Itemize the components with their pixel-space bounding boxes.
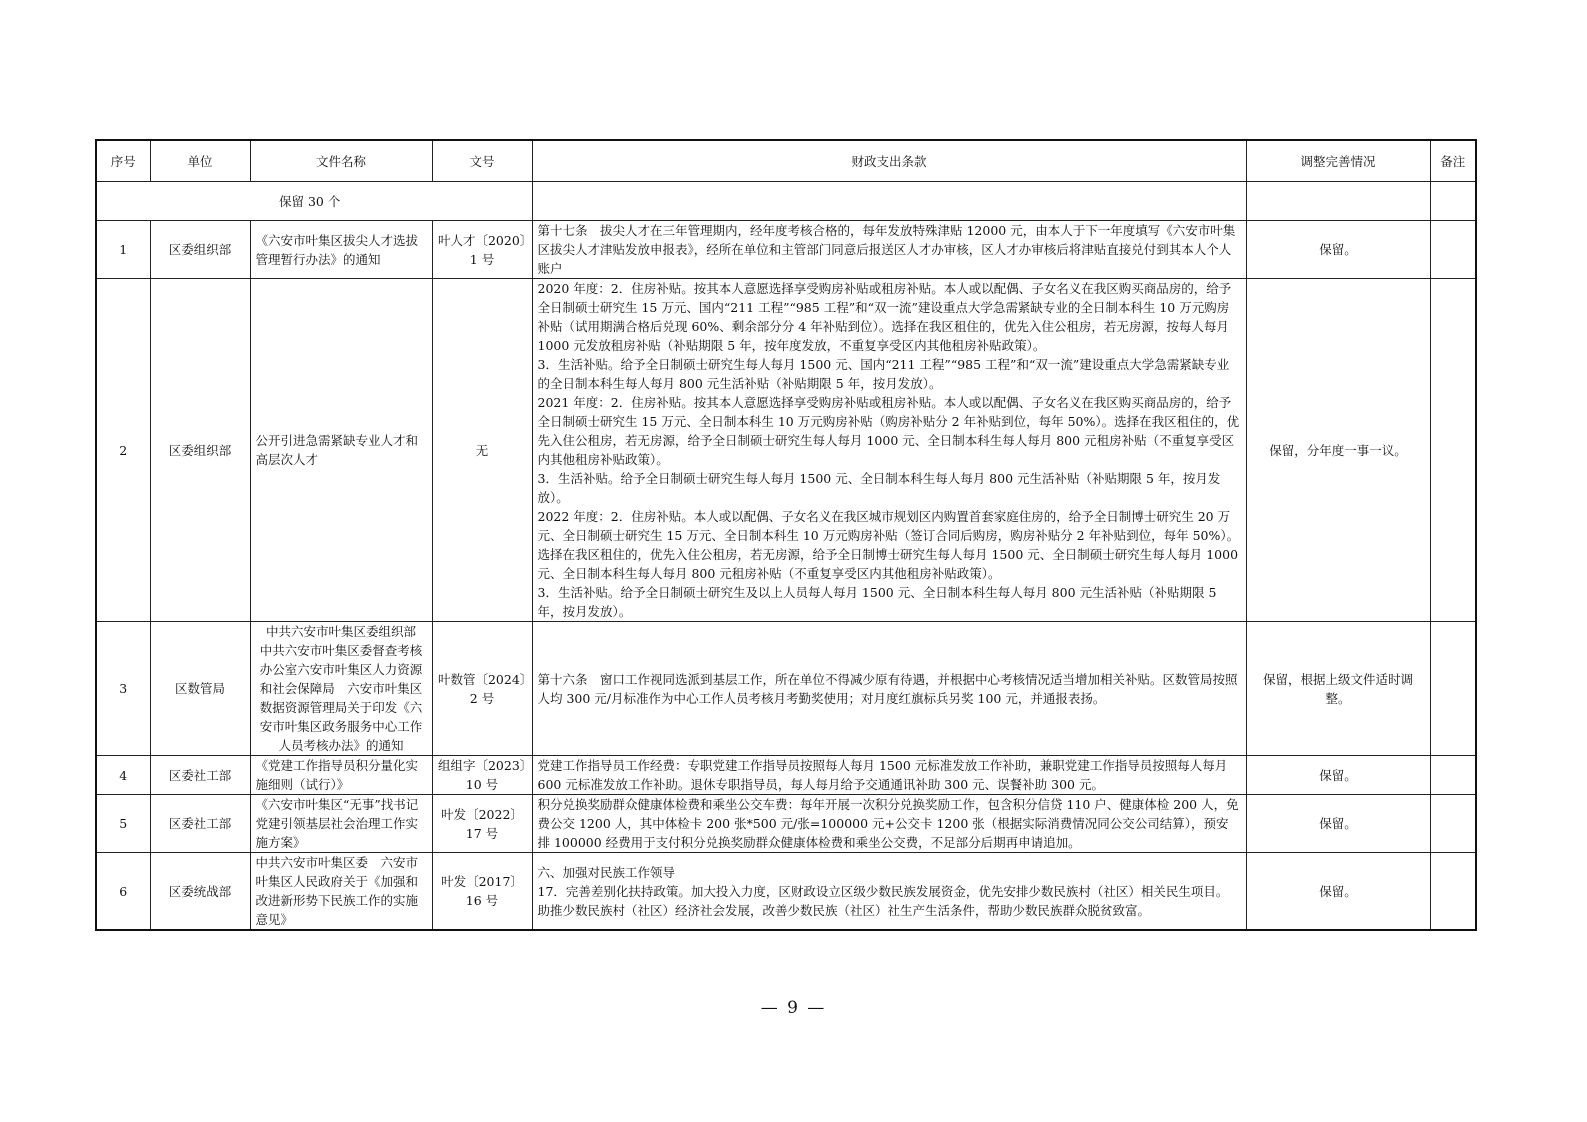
row-adjust: 保留，根据上级文件适时调整。 bbox=[1246, 622, 1430, 756]
header-seq: 序号 bbox=[96, 140, 150, 182]
clause-paragraph: 党建工作指导员工作经费：专职党建工作指导员按照每人每月 1500 元标准发放工作补助，兼职党建工作指导员按照每人每月 600 元标准发放工作补助。退休专职指导员，每人每月给予交通通讯补助 300 元、误餐补助 300 元。 bbox=[537, 758, 1228, 792]
row-seq: 3 bbox=[96, 622, 150, 756]
row-unit: 区委社工部 bbox=[150, 795, 250, 853]
row-unit: 区数管局 bbox=[150, 622, 250, 756]
row-adjust: 保留。 bbox=[1246, 853, 1430, 931]
row-doc-no: 叶数管〔2024〕2 号 bbox=[432, 622, 532, 756]
row-clause bbox=[532, 221, 1246, 279]
clause-paragraph: 第十七条 拔尖人才在三年管理期内，经年度考核合格的，每年发放特殊津贴 12000 元，由本人于下一年度填写《六安市叶集区拔尖人才津贴发放申报表》，经所在单位和主管部门同意后报送区人才办审核，区人才办审核后将津贴直接兑付到其本人个人账户 bbox=[537, 223, 1236, 276]
clause-paragraph: 六、加强对民族工作领导 bbox=[537, 864, 676, 880]
table-row bbox=[96, 279, 1476, 622]
row-doc-name: 《六安市叶集区“无事”找书记党建引领基层社会治理工作实施方案》 bbox=[250, 795, 432, 853]
table-row bbox=[96, 622, 1476, 756]
row-seq: 4 bbox=[96, 756, 150, 795]
row-adjust: 保留。 bbox=[1246, 221, 1430, 279]
clause-paragraph: 3．生活补贴。给予全日制硕士研究生及以上人员每人每月 1500 元、全日制本科生每人每月 800 元生活补贴（补贴期限 5 年，按月发放）。 bbox=[537, 585, 1217, 619]
row-clause bbox=[532, 279, 1246, 622]
group-empty-remark bbox=[1430, 182, 1476, 221]
clause-paragraph: 2021 年度：2．住房补贴。按其本人意愿选择享受购房补贴或租房补贴。本人或以配偶、子女名义在我区购买商品房的，给予全日制硕士研究生 15 万元、全日制本科生 10 万元购房补贴（购房补贴分 2 年补贴到位，每年 50%）。选择在我区租住的，优先入住公租房，若无房源，给予全日制硕士研究生每人每月 1000 元、全日制本科生每人每月 800 元租房补贴（不重复享受区内其他租房补贴政策）。 bbox=[537, 395, 1240, 467]
clause-paragraph: 第十六条 窗口工作视同选派到基层工作，所在单位不得减少原有待遇，并根据中心考核情况适当增加相关补贴。区数管局按照人均 300 元/月标准作为中心工作人员考核月考勤奖使用；对月度红旗标兵另奖 100 元，并通报表扬。 bbox=[537, 671, 1238, 706]
table-row bbox=[96, 221, 1476, 279]
row-doc-no: 无 bbox=[432, 279, 532, 622]
group-label: 保留 30 个 bbox=[96, 182, 532, 221]
row-adjust: 保留。 bbox=[1246, 756, 1430, 795]
row-doc-name: 中共六安市叶集区委组织部 中共六安市叶集区委督查考核办公室六安市叶集区人力资源和社会保障局 六安市叶集区数据资源管理局关于印发《六安市叶集区政务服务中心工作人员考核办法》的通知 bbox=[250, 622, 432, 756]
row-remark bbox=[1430, 756, 1476, 795]
row-seq: 2 bbox=[96, 279, 150, 622]
row-remark bbox=[1430, 795, 1476, 853]
row-doc-no: 叶发〔2022〕17 号 bbox=[432, 795, 532, 853]
row-doc-name: 中共六安市叶集区委 六安市叶集区人民政府关于《加强和改进新形势下民族工作的实施意见》 bbox=[250, 853, 432, 931]
row-remark bbox=[1430, 279, 1476, 622]
row-unit: 区委组织部 bbox=[150, 279, 250, 622]
group-row bbox=[96, 182, 1476, 221]
row-seq: 1 bbox=[96, 221, 150, 279]
row-unit: 区委统战部 bbox=[150, 853, 250, 931]
header-remark: 备注 bbox=[1430, 140, 1476, 182]
clause-paragraph: 3．生活补贴。给予全日制硕士研究生每人每月 1500 元、国内“211 工程”“985 工程”和“双一流”建设重点大学急需紧缺专业的全日制本科生每人每月 800 元生活补贴（补贴期限 5 年，按月发放）。 bbox=[537, 357, 1230, 391]
row-remark bbox=[1430, 622, 1476, 756]
row-doc-name: 公开引进急需紧缺专业人才和高层次人才 bbox=[250, 279, 432, 622]
row-doc-no: 叶发〔2017〕16 号 bbox=[432, 853, 532, 931]
row-clause bbox=[532, 853, 1246, 931]
header-adjust: 调整完善情况 bbox=[1246, 140, 1430, 182]
table-row bbox=[96, 756, 1476, 795]
row-doc-name: 《六安市叶集区拔尖人才选拔管理暂行办法》的通知 bbox=[250, 221, 432, 279]
header-doc-no: 文号 bbox=[432, 140, 532, 182]
row-remark bbox=[1430, 853, 1476, 931]
clause-paragraph: 积分兑换奖励群众健康体检费和乘坐公交车费：每年开展一次积分兑换奖励工作，包含积分信贷 110 户、健康体检 200 人，免费公交 1200 人，其中体检卡 200 张*500 元/张=100000 元+公交卡 1200 张（根据实际消费情况同公交公司结算），预安排 100000 经费用于支付积分兑换奖励群众健康体检费和乘坐公交费，不足部分后期再申请追加。 bbox=[537, 797, 1239, 850]
row-remark bbox=[1430, 221, 1476, 279]
header-doc-name: 文件名称 bbox=[250, 140, 432, 182]
header-row bbox=[96, 140, 1476, 182]
table-row bbox=[96, 795, 1476, 853]
header-unit: 单位 bbox=[150, 140, 250, 182]
row-doc-no: 叶人才〔2020〕1 号 bbox=[432, 221, 532, 279]
row-unit: 区委社工部 bbox=[150, 756, 250, 795]
row-clause bbox=[532, 622, 1246, 756]
row-clause bbox=[532, 756, 1246, 795]
page-number: — 9 — bbox=[760, 998, 827, 1018]
group-empty-adjust bbox=[1246, 182, 1430, 221]
row-unit: 区委组织部 bbox=[150, 221, 250, 279]
row-seq: 6 bbox=[96, 853, 150, 931]
clause-paragraph: 2020 年度：2．住房补贴。按其本人意愿选择享受购房补贴或租房补贴。本人或以配偶、子女名义在我区购买商品房的，给予全日制硕士研究生 15 万元、国内“211 工程”“985 工程”和“双一流”建设重点大学急需紧缺专业的全日制本科生 10 万元购房补贴（试用期满合格后兑现 60%、剩余部分分 4 年补贴到位）。选择在我区租住的，优先入住公租房，若无房源，按每人每月 1000 元发放租房补贴（补贴期限 5 年，按年度发放，不重复享受区内其他租房补贴政策）。 bbox=[537, 281, 1232, 353]
row-adjust: 保留。 bbox=[1246, 795, 1430, 853]
row-doc-no: 组组字〔2023〕10 号 bbox=[432, 756, 532, 795]
policy-table bbox=[95, 139, 1477, 931]
clause-paragraph: 17．完善差别化扶持政策。加大投入力度，区财政设立区级少数民族发展资金，优先安排少数民族村（社区）相关民生项目。助推少数民族村（社区）经济社会发展，改善少数民族（社区）社生产生活条件，帮助少数民族群众脱贫致富。 bbox=[537, 883, 1229, 918]
group-empty-clause bbox=[532, 182, 1246, 221]
row-clause bbox=[532, 795, 1246, 853]
row-seq: 5 bbox=[96, 795, 150, 853]
clause-paragraph: 2022 年度：2．住房补贴。本人或以配偶、子女名义在我区城市规划区内购置首套家庭住房的，给予全日制博士研究生 20 万元、全日制硕士研究生 15 万元、全日制本科生 10 万元购房补贴（签订合同后购房，购房补贴分 2 年补贴到位，每年 50%）。选择在我区租住的，优先入住公租房，若无房源，给予全日制博士研究生每人每月 1500 元、全日制硕士研究生每人每月 1000 元、全日制本科生每人每月 800 元租房补贴（不重复享受区内其他租房补贴政策）。 bbox=[537, 509, 1240, 581]
row-adjust: 保留，分年度一事一议。 bbox=[1246, 279, 1430, 622]
row-doc-name: 《党建工作指导员积分量化实施细则（试行）》 bbox=[250, 756, 432, 795]
header-clause: 财政支出条款 bbox=[532, 140, 1246, 182]
clause-paragraph: 3．生活补贴。给予全日制硕士研究生每人每月 1500 元、全日制本科生每人每月 800 元生活补贴（补贴期限 5 年，按月发放）。 bbox=[537, 471, 1221, 505]
table-row bbox=[96, 853, 1476, 931]
